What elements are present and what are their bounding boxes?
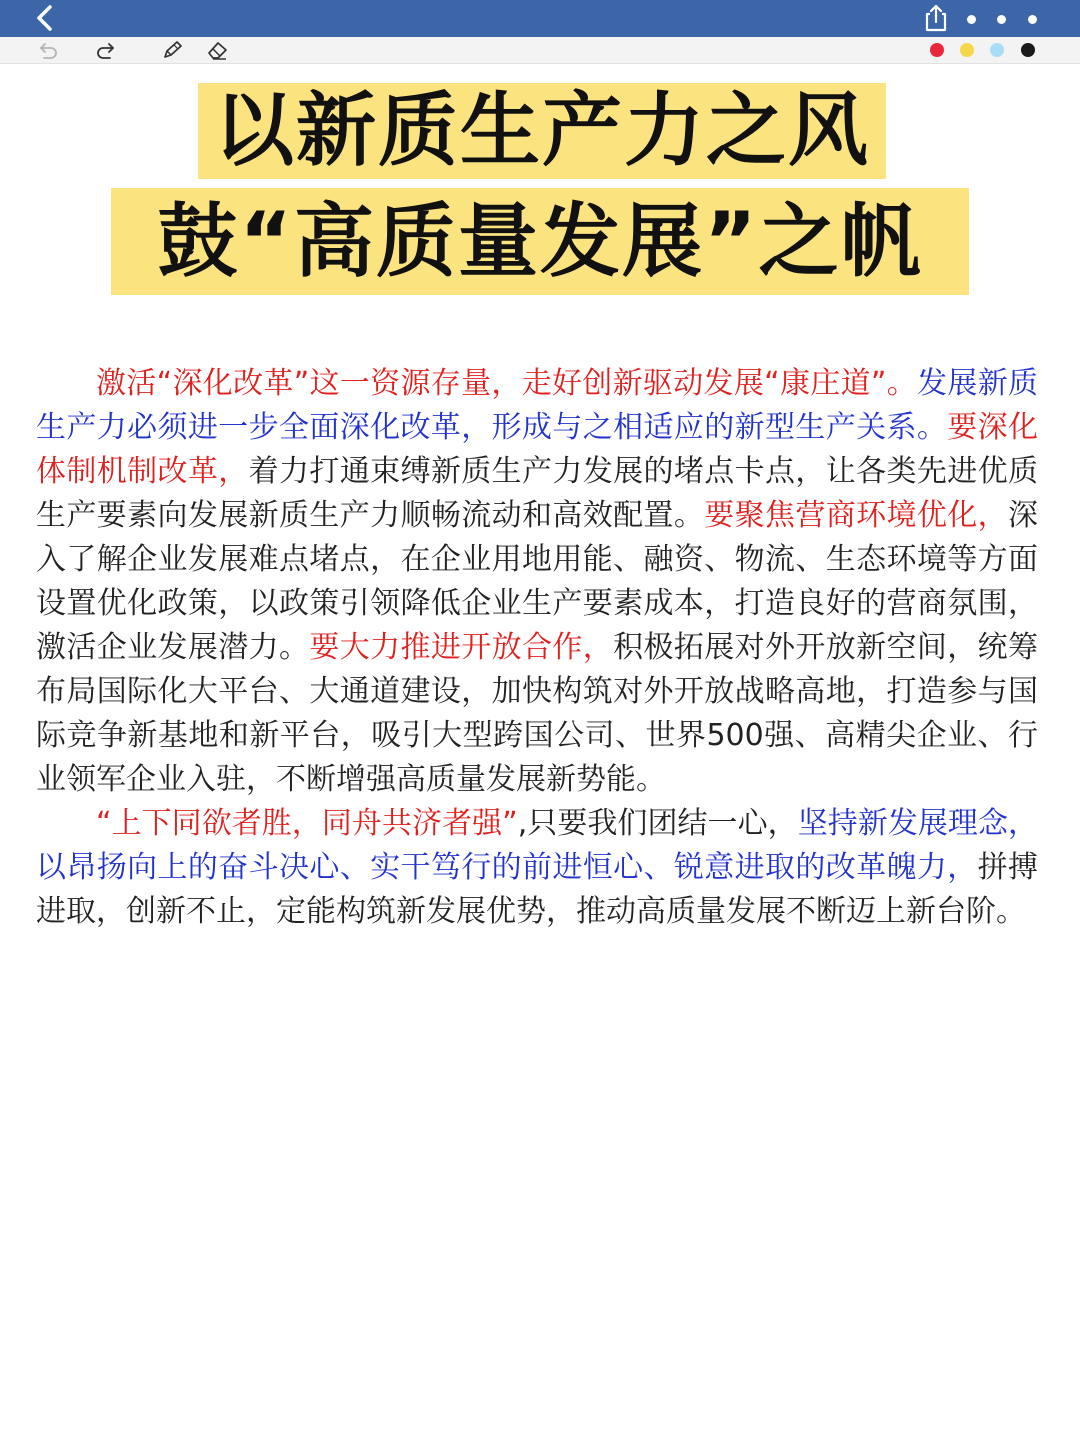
article-text-span: ,只要我们团结一心， [517, 806, 798, 841]
article-paragraph-2 [36, 802, 1038, 934]
pen-tool-button[interactable] [160, 39, 184, 61]
more-options-button[interactable] [962, 8, 1044, 30]
article-text-span: 要聚焦营商环境优化， [704, 498, 1008, 533]
color-swatch-black[interactable] [1021, 43, 1035, 57]
more-dot-icon [1028, 15, 1037, 24]
chevron-left-icon [30, 2, 64, 34]
top-app-bar [0, 0, 1080, 37]
article-text-span: 发展新质生产力必须进一步全面深化改革，形成与之相适应的新型生产关系。 [36, 366, 1038, 445]
title-line-1: 以新质生产力之风 [198, 83, 886, 179]
article-paragraph-1 [36, 362, 1038, 802]
title-line-2: 鼓“高质量发展”之帆 [111, 188, 969, 295]
share-button[interactable] [920, 2, 952, 34]
undo-button[interactable] [36, 39, 60, 61]
redo-button[interactable] [94, 39, 118, 61]
color-swatch-light-blue[interactable] [990, 43, 1004, 57]
article-text-span: 深入了解企业发展难点堵点，在企业用地用能、融资、物流、生态环境等方面设置优化政策，以政策引领降低企业生产要素成本，打造良好的营商氛围，激活企业发展潜力。 [36, 498, 1038, 665]
undo-icon [36, 39, 60, 61]
article-text-span: 着力打通束缚新质生产力发展的堵点卡点，让各类先进优质生产要素向发展新质生产力顺畅流动和高效配置。 [36, 454, 1038, 533]
article-text-span: “上下同欲者胜，同舟共济者强” [96, 806, 518, 841]
color-swatch-red[interactable] [930, 43, 944, 57]
more-dot-icon [967, 15, 976, 24]
share-icon [920, 2, 952, 34]
annotation-toolbar [0, 37, 1080, 64]
article-text-span: 积极拓展对外开放新空间，统筹布局国际化大平台、大通道建设，加快构筑对外开放战略高地，打造参与国际竞争新基地和新平台，吸引大型跨国公司、世界500强、高精尖企业、行业领军企业入驻，不断增强高质量发展新势能。 [36, 630, 1038, 797]
color-swatch-yellow[interactable] [960, 43, 974, 57]
more-dot-icon [997, 15, 1006, 24]
article-text-span: 要深化体制机制改革， [36, 410, 1038, 489]
article-text-span: 坚持新发展理念，以昂扬向上的奋斗决心、实干笃行的前进恒心、锐意进取的改革魄力， [36, 806, 1038, 885]
pencil-icon [160, 39, 184, 61]
eraser-tool-button[interactable] [205, 39, 229, 61]
redo-icon [94, 39, 118, 61]
article-text-span: 要大力推进开放合作， [309, 630, 614, 665]
article-text-span: 拼搏进取，创新不止，定能构筑新发展优势，推动高质量发展不断迈上新台阶。 [36, 850, 1038, 929]
article-text-span: 激活“深化改革”这一资源存量，走好创新驱动发展“康庄道”。 [96, 366, 918, 401]
eraser-icon [205, 39, 229, 61]
back-button[interactable] [30, 2, 64, 34]
article-body [36, 362, 1038, 934]
